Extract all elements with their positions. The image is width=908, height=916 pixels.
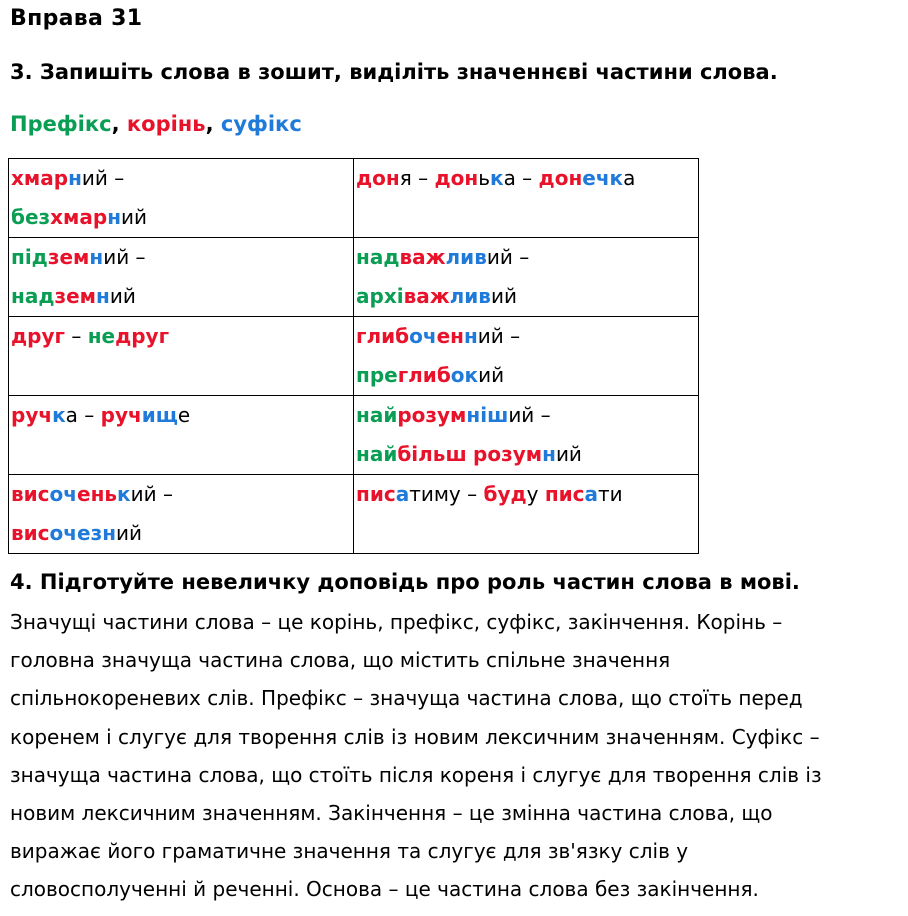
word-segment-suffix: а [584, 482, 599, 506]
table-cell [354, 475, 699, 554]
word-line [11, 475, 353, 514]
word-segment-plain: а [503, 166, 516, 190]
word-segment-plain: ти [598, 482, 623, 506]
word-line [11, 159, 353, 198]
legend-separator: , [111, 112, 127, 136]
legend-separator: , [205, 112, 221, 136]
word-segment-root: дон [434, 166, 479, 190]
word-segment-plain: я [399, 166, 412, 190]
word-segment-suffix: к [117, 482, 131, 506]
word-segment-root: руч [11, 403, 53, 427]
word-segment-suffix: а [395, 482, 410, 506]
word-segment-suffix: к [489, 166, 504, 190]
report-line: значуща частина слова, що стоїть після кореня і слугує для творення слів із [10, 762, 822, 787]
table-row [9, 396, 699, 475]
word-segment-suffix: ніш [466, 403, 509, 427]
table-cell [9, 238, 354, 317]
word-segment-suffix: н [107, 205, 122, 229]
report-line: коренем і слугує для творення слів із новим лексичним значенням. Суфікс – [10, 724, 820, 749]
word-segment-suffix: н [68, 166, 82, 190]
word-segment-root: важ [403, 284, 450, 308]
table-cell [9, 317, 354, 396]
word-segment-plain: ий [477, 324, 504, 348]
table-cell [354, 238, 699, 317]
word-segment-root: ень [77, 482, 118, 506]
word-segment-prefix: архі [356, 284, 404, 308]
report-line: спільнокореневих слів. Префікс – значуща частина слова, що стоїть перед [10, 686, 803, 711]
word-line [356, 238, 698, 277]
word-line [11, 396, 353, 435]
word-segment-prefix: най [356, 403, 398, 427]
word-segment-root: пис [356, 482, 396, 506]
word-segment-root: вис [11, 521, 50, 545]
word-segment-plain: ий [81, 166, 108, 190]
word-segment-suffix: ищ [141, 403, 178, 427]
word-segment-suffix: н [542, 442, 556, 466]
word-line [11, 277, 353, 316]
table-cell [354, 159, 699, 238]
table-cell [9, 475, 354, 554]
word-segment-plain: – [503, 324, 521, 348]
word-line [356, 317, 698, 356]
word-segment-root: пис [544, 482, 585, 506]
word-segment-suffix: оч [409, 324, 437, 348]
table-row [9, 159, 699, 238]
word-segment-plain: – [64, 324, 88, 348]
word-segment-root: розум [473, 442, 543, 466]
table-row [9, 238, 699, 317]
word-segment-plain: а [65, 403, 78, 427]
word-segment-root: важ [399, 245, 446, 269]
word-segment-plain: ь [478, 166, 490, 190]
report-line: Значущі частини слова – це корінь, префікс, суфікс, закінчення. Корінь – [10, 610, 783, 634]
word-line [356, 159, 698, 198]
word-segment-root: зем [54, 284, 97, 308]
legend-root: корінь [126, 112, 206, 136]
legend [10, 112, 302, 136]
word-segment-plain: у [526, 482, 539, 506]
legend-prefix: Префікс [10, 112, 112, 136]
word-segment-plain: ий [116, 521, 143, 545]
word-line [356, 396, 698, 435]
task4-report-text [10, 603, 902, 909]
word-segment-suffix: оч [49, 482, 78, 506]
word-segment-plain: а [623, 166, 636, 190]
word-segment-root: розум [397, 403, 467, 427]
report-line: головна значуща частина слова, що містить спільне значення [10, 648, 671, 673]
table-row [9, 317, 699, 396]
word-segment-prefix: над [11, 284, 55, 308]
word-segment-plain: – [460, 482, 484, 506]
word-segment-plain: ий [478, 363, 505, 387]
word-segment-root: руч [100, 403, 142, 427]
word-segment-root: дон [356, 166, 400, 190]
word-line [11, 514, 353, 553]
word-segment-plain: – [411, 166, 435, 190]
word-segment-plain: е [177, 403, 191, 427]
table-row [9, 475, 699, 554]
word-segment-root: хмар [11, 166, 69, 190]
word-segment-plain: – [129, 245, 146, 269]
word-segment-plain: – [515, 166, 539, 190]
table-cell [9, 159, 354, 238]
word-line [356, 435, 698, 474]
word-segment-root: друг [115, 324, 170, 348]
word-parts-table [8, 158, 699, 554]
word-segment-root: більш [397, 442, 467, 466]
word-segment-prefix: най [356, 442, 398, 466]
word-segment-plain: ий [109, 284, 136, 308]
word-segment-plain: ий [130, 482, 157, 506]
word-line [356, 356, 698, 395]
word-segment-plain: ий [121, 205, 148, 229]
word-segment-root: зем [47, 245, 90, 269]
exercise-title: Вправа 31 [10, 6, 143, 31]
word-segment-root: друг [11, 324, 65, 348]
table-cell [354, 317, 699, 396]
word-line [356, 277, 698, 316]
word-segment-prefix: над [356, 245, 400, 269]
word-line [11, 198, 353, 237]
word-line [356, 475, 698, 514]
legend-suffix: суфікс [220, 112, 302, 136]
task4-heading: 4. Підготуйте невеличку доповідь про роль частин слова в мові. [10, 570, 800, 594]
word-segment-suffix: н [96, 284, 110, 308]
word-segment-suffix: очезн [49, 521, 117, 545]
word-segment-plain: ий [490, 284, 517, 308]
word-segment-suffix: ечк [582, 166, 624, 190]
word-segment-prefix: пре [356, 363, 398, 387]
word-line [11, 317, 353, 356]
word-segment-prefix: під [11, 245, 48, 269]
word-segment-plain: ий [555, 442, 582, 466]
word-segment-root: дон [538, 166, 583, 190]
report-line: новим лексичним значенням. Закінчення – це змінна частина слова, що [10, 801, 773, 826]
word-segment-root: хмар [50, 205, 108, 229]
task3-heading: 3. Запишіть слова в зошит, виділіть значеннєві частини слова. [10, 60, 778, 84]
word-segment-plain: – [77, 403, 101, 427]
word-segment-plain: тиму [409, 482, 461, 506]
word-segment-root: ен [436, 324, 464, 348]
word-segment-plain: – [534, 403, 551, 427]
table-cell [9, 396, 354, 475]
report-line: словосполученні й реченні. Основа – це частина слова без закінчення. [10, 877, 759, 902]
word-segment-root: глиб [397, 363, 451, 387]
word-segment-plain: – [156, 482, 173, 506]
word-segment-suffix: лив [449, 284, 491, 308]
word-segment-plain: – [107, 166, 125, 190]
word-segment-plain: ий [508, 403, 535, 427]
word-parts-table-body [9, 159, 699, 554]
word-segment-root: глиб [356, 324, 410, 348]
word-segment-suffix: к [52, 403, 66, 427]
word-segment-prefix: без [11, 205, 51, 229]
word-segment-plain: – [512, 245, 530, 269]
word-segment-suffix: н [89, 245, 104, 269]
word-segment-root: вис [11, 482, 50, 506]
word-segment-suffix: н [463, 324, 478, 348]
word-segment-suffix: лив [445, 245, 487, 269]
word-segment-suffix: ок [450, 363, 479, 387]
word-segment-plain: ий [486, 245, 513, 269]
table-cell [354, 396, 699, 475]
word-segment-plain: ий [103, 245, 130, 269]
word-line [11, 238, 353, 277]
report-line: виражає його граматичне значення та слугує для зв'язку слів у [10, 839, 689, 864]
word-segment-prefix: не [87, 324, 116, 348]
word-segment-root: буд [483, 482, 527, 506]
